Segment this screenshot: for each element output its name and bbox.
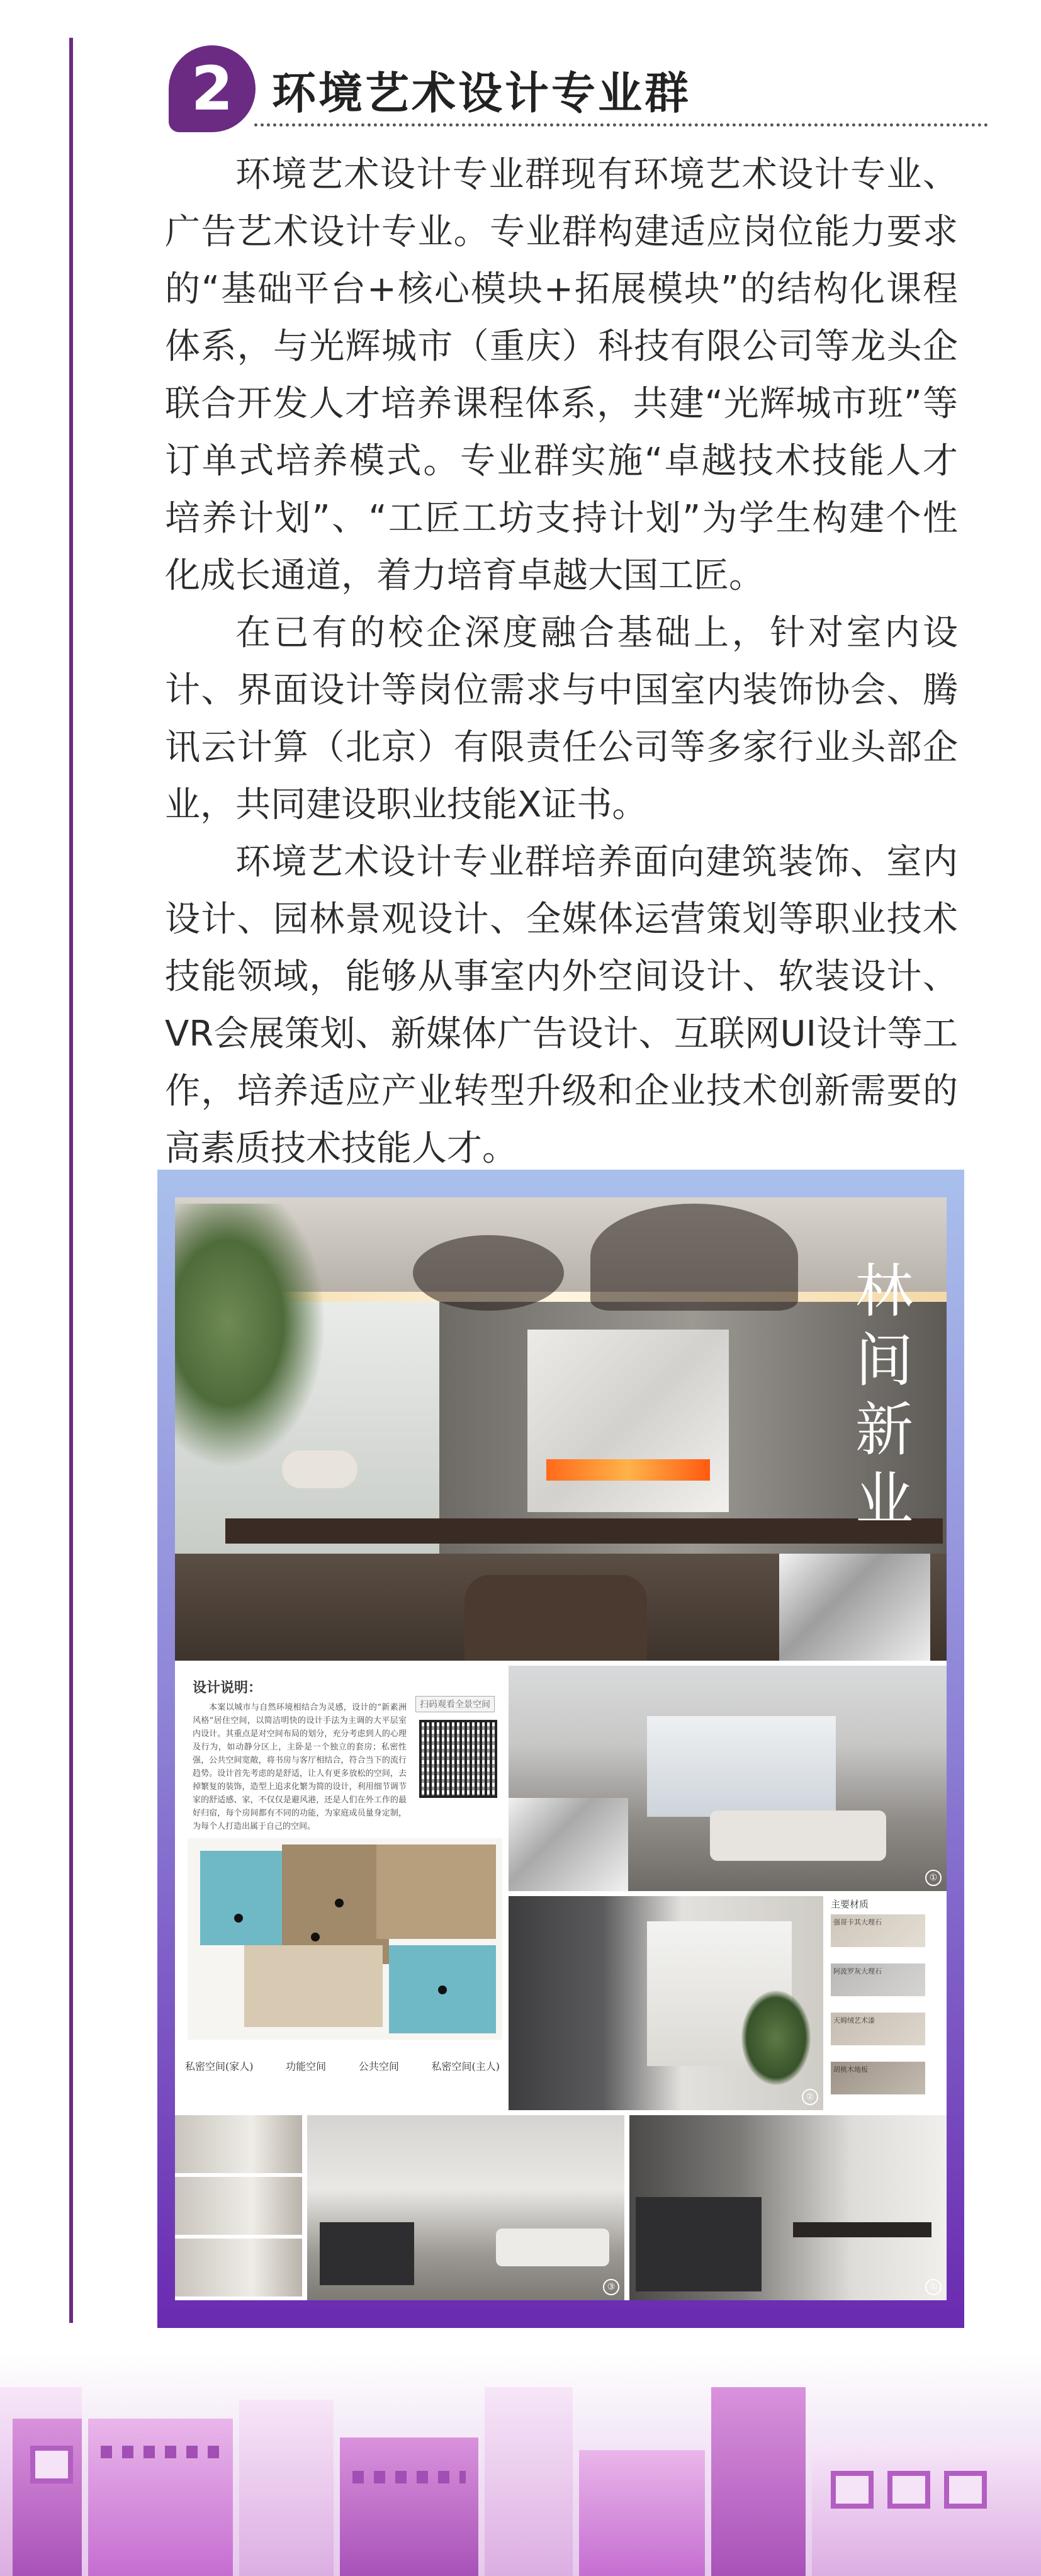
floor-plan (188, 1838, 502, 2040)
paragraph: 在已有的校企深度融合基础上，针对室内设计、界面设计等岗位需求与中国室内装饰协会、腾讯云计算（北京）有限责任公司等多家行业头部企业，共同建设职业技能X证书。 (165, 613, 958, 825)
zone-label: 公共空间 (358, 2060, 399, 2072)
living-room-render (509, 1666, 947, 1891)
dining-room-render (629, 2115, 947, 2300)
pendant-lamp-icon (413, 1235, 564, 1311)
materials-heading: 主要材质 (831, 1899, 869, 1910)
open-plan-render (307, 2115, 624, 2300)
poster-title-char: 业 (855, 1466, 913, 1533)
zone-label: 私密空间(主人) (431, 2060, 500, 2072)
zone-label: 私密空间(家人) (185, 2060, 254, 2072)
poster-vertical-title (850, 1257, 919, 1534)
photo-marker: ③ (603, 2279, 619, 2295)
pendant-lamp-icon (590, 1204, 798, 1311)
material-label: 强哥卡其大理石 (833, 1918, 882, 1926)
qr-caption: 扫码观看全景空间 (415, 1696, 495, 1712)
bedroom-thumbnail (175, 2115, 302, 2173)
poster-title-char: 间 (855, 1327, 913, 1394)
zone-legend (185, 2059, 500, 2073)
paragraph: 环境艺术设计专业群现有环境艺术设计专业、广告艺术设计专业。专业群构建适应岗位能力要求的“基础平台+核心模块+拓展模块”的结构化课程体系，与光辉城市（重庆）科技有限公司等龙头企联合开发人才培养课程体系，共建“光辉城市班”等订单式培养模式。专业群实施“卓越技术技能人才培养计划”、“工匠工坊支持计划”为学生构建个性化成长通道，着力培育卓越大国工匠。 (165, 154, 958, 596)
photo-marker: ② (802, 2089, 818, 2105)
material-swatch (831, 1963, 925, 1996)
article-body (165, 146, 958, 1177)
section-number-badge: 2 (169, 45, 256, 132)
materials-legend (828, 1896, 947, 2110)
material-swatch (831, 1914, 925, 1947)
bedroom-thumbnail (175, 2177, 302, 2235)
material-label: 阿波罗灰大理石 (833, 1967, 882, 1975)
paragraph: 环境艺术设计专业群培养面向建筑装饰、室内设计、园林景观设计、全媒体运营策划等职业技术技能领域，能够从事室内外空间设计、软装设计、VR会展策划、新媒体广告设计、互联网UI设计等工作，培养适应产业转型升级和企业技术创新需要的高素质技术技能人才。 (165, 842, 958, 1169)
poster-title-char: 新 (855, 1396, 913, 1464)
hero-interior-render (175, 1197, 947, 1661)
material-swatch (831, 2062, 925, 2094)
photo-marker: ① (925, 2279, 942, 2295)
city-skyline-illustration (0, 2351, 1041, 2576)
description-heading: 设计说明： (193, 1680, 262, 1696)
material-label: 胡桃木地板 (833, 2065, 868, 2074)
bedroom-thumbnails (175, 2115, 302, 2300)
material-swatch (831, 2013, 925, 2045)
bedroom-thumbnail (175, 2239, 302, 2296)
study-room-render (509, 1896, 823, 2110)
design-description-panel (175, 1666, 504, 2110)
left-accent-bar (69, 38, 73, 2323)
qr-code-icon (419, 1720, 497, 1798)
section-title: 环境艺术设计专业群 (272, 67, 691, 119)
design-poster-frame (157, 1170, 964, 2328)
zone-label: 功能空间 (286, 2060, 327, 2072)
title-dotted-divider (254, 123, 988, 127)
photo-marker: ① (925, 1870, 942, 1886)
material-label: 天姆绒艺术漆 (833, 2016, 875, 2025)
poster-title-char: 林 (855, 1258, 913, 1325)
description-body: 本案以城市与自然环境相结合为灵感，设计的“新素洲风格”居住空间，以简洁明快的设计手法为主调的大平层室内设计。其重点是对空间布局的划分，充分考虑到人的心理及行为，如动静分区上，主卧是一个独立的套房；私密性强，公共空间宽敞，将书房与客厅相结合，符合当下的流行趋势。设计首先考虑的是舒适，让人有更多放松的空间，去掉繁复的装饰，造型上追求化繁为简的设计，利用细节调节家的舒适感、家，不仅仅是避风港，还是人们在外工作的最好归宿，每个房间都有不同的功能，为家庭成员量身定制，为每个人打造出属于自己的空间。 (193, 1703, 407, 1831)
design-poster (175, 1197, 947, 2300)
